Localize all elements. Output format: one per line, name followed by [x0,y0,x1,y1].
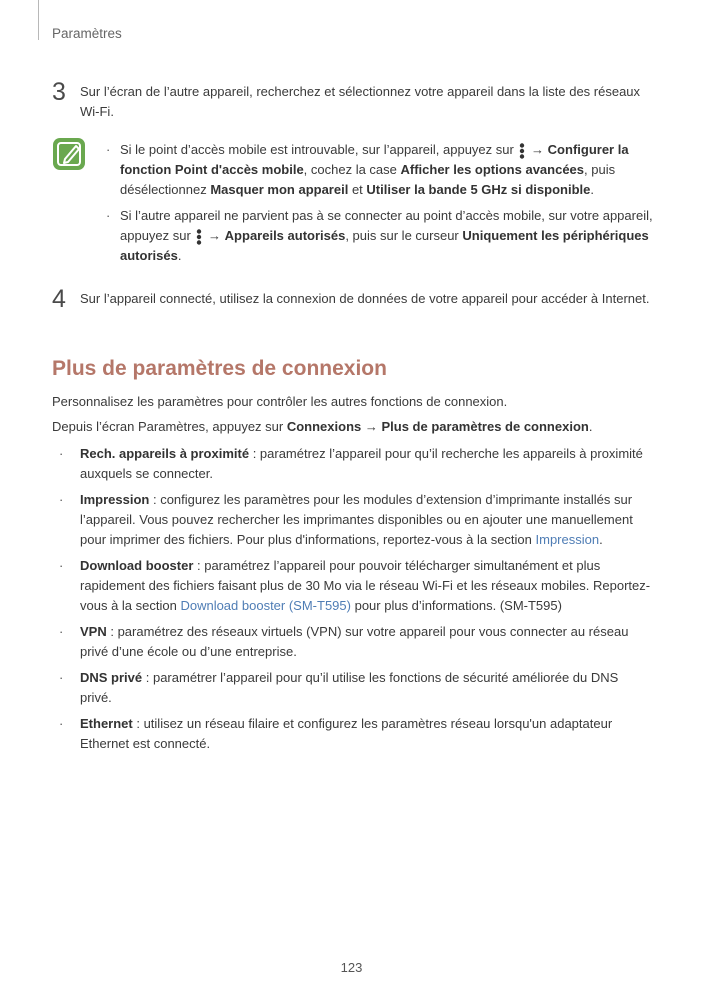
settings-path: Depuis l’écran Paramètres, appuyez sur Connexions → Plus de paramètres de connexion. [52,419,593,434]
options-list [52,444,652,760]
list-item: · Ethernet : utilisez un réseau filaire et configurez les paramètres réseau lorsqu'un adaptateur Ethernet est connecté. [52,714,652,754]
step-text: Sur l’écran de l’autre appareil, recherchez et sélectionnez votre appareil dans la liste des réseaux Wi-Fi. [80,84,641,119]
note-pencil-icon [52,137,86,171]
list-item: · Download booster : paramétrez l’appareil pour pouvoir télécharger simultanément et plus rapidement des fichiers faisant plus de 30 Mo via le réseau Wi-Fi et les réseaux mobiles. Reportez-vous à la section Download booster (SM-T595) pour plus d’informations. (SM-T595) [52,556,652,616]
step-number: 3 [52,78,66,106]
step-number: 4 [52,285,66,313]
list-item: · Rech. appareils à proximité : paramétrez l’appareil pour qu’il recherche les appareils à proximité auxquels se connecter. [52,444,652,484]
more-options-icon [517,143,527,159]
page-number: 123 [340,960,363,975]
section-intro: Personnalisez les paramètres pour contrôler les autres fonctions de connexion. [52,394,508,409]
page-header-title: Paramètres [52,26,122,41]
list-item: · Impression : configurez les paramètres pour les modules d’extension d’imprimante installés sur l’appareil. Vous pouvez rechercher les imprimantes disponibles ou en ajouter une manuellement pour imprimer des fichiers. Pour plus d'informations, reportez-vous à la section Impression. [52,490,652,550]
impression-link[interactable]: Impression [535,532,600,547]
note-item: · Si l’autre appareil ne parvient pas à se connecter au point d’accès mobile, sur votre appareil, appuyez sur → Appareils autorisés, puis sur le curseur Uniquement les périphériques autorisés. [106,206,654,266]
note-item: · Si le point d’accès mobile est introuvable, sur l’appareil, appuyez sur → Configurer la fonction Point d'accès mobile, cochez la case Afficher les options avancées, puis désélectionnez Masquer mon appareil et Utiliser la bande 5 GHz si disponible. [106,140,654,200]
list-item: · VPN : paramétrez des réseaux virtuels (VPN) sur votre appareil pour vous connecter au réseau privé d’une école ou d’une entreprise. [52,622,652,662]
list-item: · DNS privé : paramétrer l’appareil pour qu’il utilise les fonctions de sécurité améliorée du DNS privé. [52,668,652,708]
step-text: Sur l’appareil connecté, utilisez la connexion de données de votre appareil pour accéder à Internet. [80,291,650,306]
note-list [106,140,654,272]
section-title: Plus de paramètres de connexion [52,357,387,380]
download-booster-link[interactable]: Download booster (SM-T595) [180,598,351,613]
margin-rule [38,0,39,40]
more-options-icon [194,229,204,245]
